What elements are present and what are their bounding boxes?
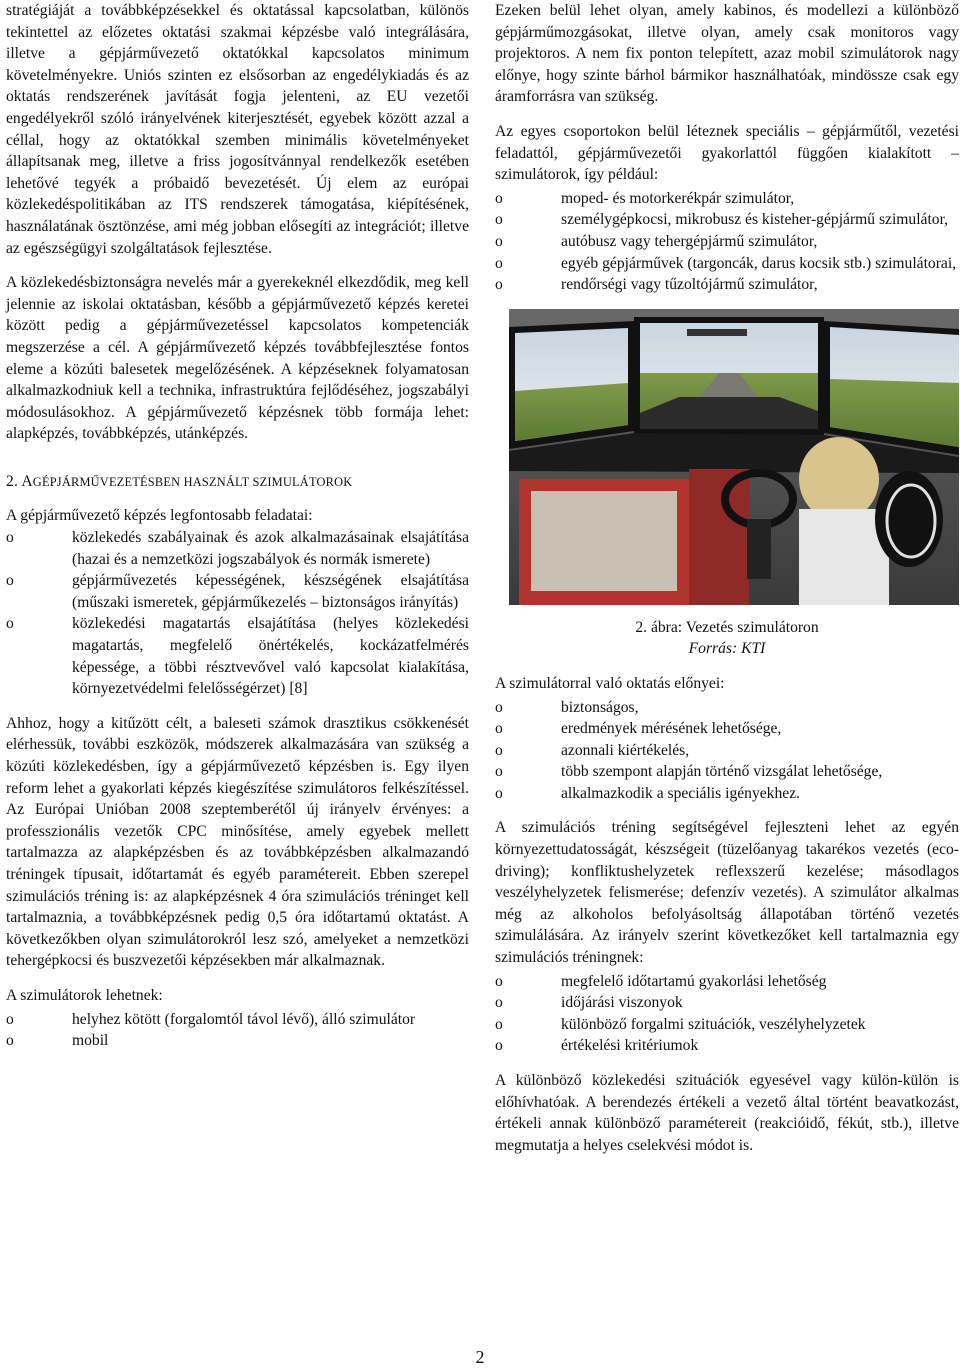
list-bullet: o [6,1032,14,1050]
types-intro: A szimulátorok lehetnek: [6,986,163,1004]
list-item: o helyhez kötött (forgalomtól távol lévő), álló szimulátor [6,1009,469,1031]
list-bullet: o [495,741,503,759]
advantages-intro: A szimulátorral való oktatás előnyei: [495,674,725,692]
list-bullet: o [495,189,503,207]
list-bullet: o [495,1015,503,1033]
list-item: o több szempont alapján történő vizsgálat lehetősége, [495,761,959,783]
list-item: o biztonságos, [495,697,959,719]
list-item: o autóbusz vagy tehergépjármű szimulátor, [495,231,959,253]
list-bullet: o [495,276,503,294]
list-item: o eredmények mérésének lehetősége, [495,718,959,740]
list-bullet: o [495,698,503,716]
list-item: o egyéb gépjárművek (targoncák, darus kocsik stb.) szimulátorai, [495,253,959,275]
list-item: o különböző forgalmi szituációk, veszélyhelyzetek [495,1014,959,1036]
list-bullet: o [495,972,503,990]
list-item: o azonnali kiértékelés, [495,740,959,762]
list-item: o rendőrségi vagy tűzoltójármű szimulátor, [495,274,959,296]
paragraph-simulator-reform: Ahhoz, hogy a kitűzött célt, a baleseti számok drasztikus csökkenését elérhessük, további eszközök, módszerek alkalmazására van szükség a közúti közlekedésben, így a gépjárművezető képzésben is. Egy ilyen reform lehet a gyakorlati képzés kiegészítése szimulátoros felkészítéssel. Az Európai Unióban 2008 szeptemberétől új irányelv érvényes: a professzionális vezetők CPC minősítése, amely egyebek mellett tartalmazza az alapképzésben és az továbbképzésben alkalmazandó tréningek típusait, időtartamát és egyéb paramétereit. Ebben szerepel szimulációs tréning is: az alapképzésnek 4 óra szimulációs tréninget kell tartalmaznia, a továbbképzésnek pedig 0,5 óra időtartamú oktatást. A következőkben olyan szimulátorokról lesz szó, amelyeket a nemzetközi tehergépkocsi és buszvezetői képzésekben már alkalmaznak. [6,714,469,970]
figure-source: Forrás: KTI [688,640,766,658]
list-item: o időjárási viszonyok [495,992,959,1014]
section-heading-title: GÉPJÁRMŰVEZETÉSBEN HASZNÁLT SZIMULÁTOROK [32,474,353,489]
list-item: o személygépkocsi, mikrobusz és kisteher-gépjármű szimulátor, [495,209,959,231]
list-bullet: o [495,784,503,802]
list-item: o közlekedési magatartás elsajátítása (helyes közlekedési magatartás, megfelelő önértékelés, kockázatfelmérés képessége, a többi résztvevővel való kapcsolat kialakítása, környezetvédelmi felelősségérzet) [8] [6,615,469,698]
list-bullet: o [6,1010,14,1028]
left-column [6,0,469,1065]
paragraph-eu-strategy: stratégiáját a továbbképzésekkel és oktatással kapcsolatban, különös tekintettel az előzetes oktatási szakmai képzésbe való integrálására, illetve a gépjárművezető oktatókkal kapcsolatos minimum követelményekre. Uniós szinten ez elsősorban az engedélykiadás és az oktatás rendszerének javítását fogja jelenteni, az EU vezetői engedélyekről szóló irányelvének kiterjesztését, egyebek között azzal a céllal, hogy az oktatókkal szemben minimális követelményeket állapítsanak meg, illetve a friss jogosítvánnyal rendelkezők esetében lehetővé tegyék a próbaidő bevezetését. Új elem az európai közlekedéspolitikában az ITS rendszerek támogatása, kiépítésének, használatának ösztönzése, ami még jobban elősegíti az integrációt; illetve az egészségügyi szolgáltatások fejlesztése. [6,2,469,257]
list-item: o moped- és motorkerékpár szimulátor, [495,188,959,210]
list-item: o megfelelő időtartamú gyakorlási lehetőség [495,971,959,993]
list-item: o közlekedés szabályainak és azok alkalmazásainak elsajátítása (hazai és a nemzetközi jogszabályok és normák ismerete) [6,529,469,568]
paragraph-special-simulators: Az egyes csoportokon belül léteznek speciális – gépjárműtől, vezetési feladattól, gépjárművezetői gyakorlattól függően kialakított – szimulátorok, így például: [495,122,959,184]
list-bullet: o [6,572,14,590]
section-heading-number: 2. A [6,472,33,490]
simulator-types-list [6,1009,469,1052]
list-item: o alkalmazkodik a speciális igényekhez. [495,783,959,805]
training-requirements-list [495,971,959,1057]
list-bullet: o [495,763,503,781]
list-bullet: o [6,615,14,633]
paragraph-cabin-simulators: Ezeken belül lehet olyan, amely kabinos, és modellezi a különböző gépjárműmozgásokat, illetve olyan, amely csak monitoros vagy projektoros. A nem fix ponton telepített, azaz mobil szimulátorok nagy előnye, hogy szinte bárhol bármikor használhatóak, mindössze csak egy áramforrásra van szükség. [495,2,959,106]
list-bullet: o [495,232,503,250]
list-bullet: o [495,720,503,738]
paragraph-situations: A különböző közlekedési szituációk egyesével vagy külön-külön is előhívhatóak. A berendezés értékeli a vezető által történt beavatkozást, értékeli annak különböző paramétereit (reakcióidő, fékút, stb.), illetve megmutatja a helyes cselekvési módot is. [495,1072,959,1154]
paragraph-road-safety-education: A közlekedésbiztonságra nevelés már a gyerekeknél elkezdődik, meg kell jelennie az iskolai oktatásban, később a gépjárművezető képzés keretei között pedig a gépjárművezetéssel kapcsolatos kompetenciák megszerzése a cél. A gépjárművezető képzés továbbfejlesztése fontos eleme a közúti balesetek megelőzésének. A képzéseknek folyamatosan alkalmazkodniuk kell a technika, infrastruktúra fejlődéséhez, jogszabályi módosulásokhoz. A gépjárművezető képzésnek több formája lehet: alapképzés, továbbképzés, utánképzés. [6,274,469,443]
tasks-intro: A gépjárművezető képzés legfontosabb feladatai: [6,507,313,525]
list-item: o értékelési kritériumok [495,1035,959,1057]
paragraph-simulation-training: A szimulációs tréning segítségével fejleszteni lehet az egyén környezettudatosságát, készségeit (tüzelőanyag takarékos vezetés (eco-driving); konfliktushelyzetek reflexszerű kezelése; másodlagos veszélyhelyzetek felismerése; defenzív vezetés). A szimulátor alkalmas még az alkoholos befolyásoltság állapotában történő vezetés szimulálására. Az irányelv szerint következőket kell tartalmaznia egy szimulációs tréningnek: [495,819,959,967]
section-heading [6,471,469,494]
special-simulators-list [495,188,959,296]
list-bullet: o [495,994,503,1012]
right-column [495,0,959,1169]
tasks-list [6,527,469,700]
simulator-photo [509,309,959,605]
page-number: 2 [475,1347,485,1367]
list-bullet: o [495,254,503,272]
advantages-list [495,697,959,805]
list-item: o gépjárművezetés képességének, készségének elsajátítása (műszaki ismeretek, gépjárműkezelés – biztonságos irányítás) [6,572,469,611]
list-bullet: o [495,211,503,229]
list-bullet: o [6,529,14,547]
simulator-photo-illustration [509,309,959,605]
list-bullet: o [495,1037,503,1055]
list-item: o mobil [6,1030,469,1052]
figure-caption: 2. ábra: Vezetés szimulátoron [635,618,819,636]
